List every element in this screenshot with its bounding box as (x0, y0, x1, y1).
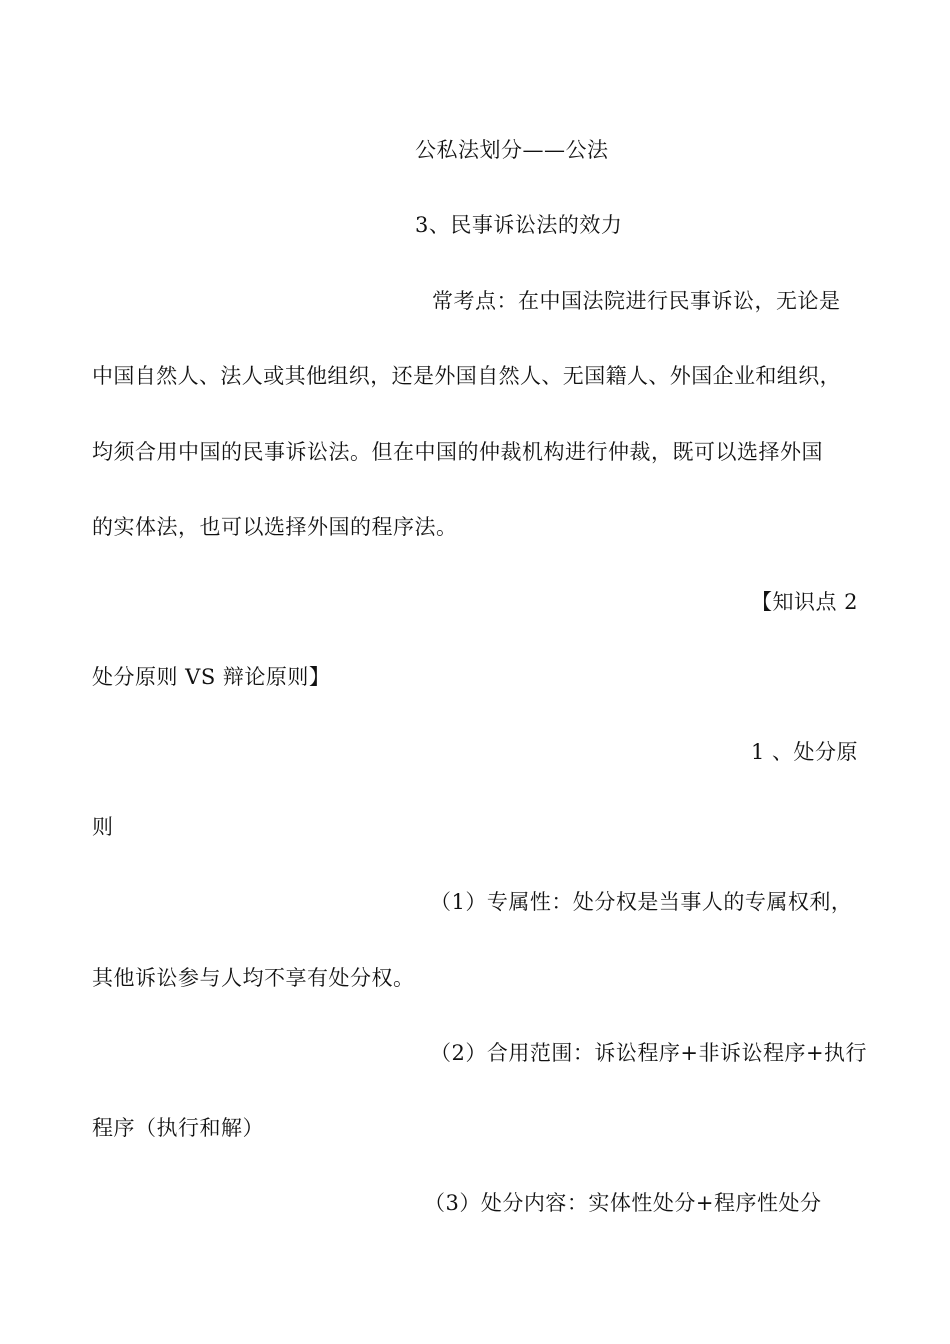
paragraph-1-line-1: 常考点：在中国法院进行民事诉讼，无论是 (432, 289, 841, 313)
paragraph-1-line-4: 的实体法，也可以选择外国的程序法。 (92, 515, 458, 539)
item-3-line-1: （3）处分内容：实体性处分+程序性处分 (424, 1191, 822, 1215)
item-1-line-2: 其他诉讼参与人均不享有处分权。 (92, 966, 415, 990)
paragraph-1-line-2: 中国自然人、法人或其他组织，还是外国自然人、无国籍人、外国企业和组织， (92, 364, 841, 388)
item-2-line-2: 程序（执行和解） (92, 1116, 264, 1140)
heading-line-1: 公私法划分——公法 (415, 138, 609, 162)
section-1-line-1: 1 、处分原 (750, 740, 858, 764)
knowledge-point-line-2: 处分原则 VS 辩论原则】 (92, 665, 331, 689)
item-1-line-1: （1）专属性：处分权是当事人的专属权利， (430, 890, 853, 914)
section-1-line-2: 则 (92, 815, 114, 839)
paragraph-1-line-3: 均须合用中国的民事诉讼法。但在中国的仲裁机构进行仲裁，既可以选择外国 (92, 440, 823, 464)
heading-line-2: 3、民事诉讼法的效力 (415, 213, 623, 237)
knowledge-point-line-1: 【知识点 2 (750, 590, 858, 614)
item-2-line-1: （2）合用范围：诉讼程序+非诉讼程序+执行 (430, 1041, 868, 1065)
